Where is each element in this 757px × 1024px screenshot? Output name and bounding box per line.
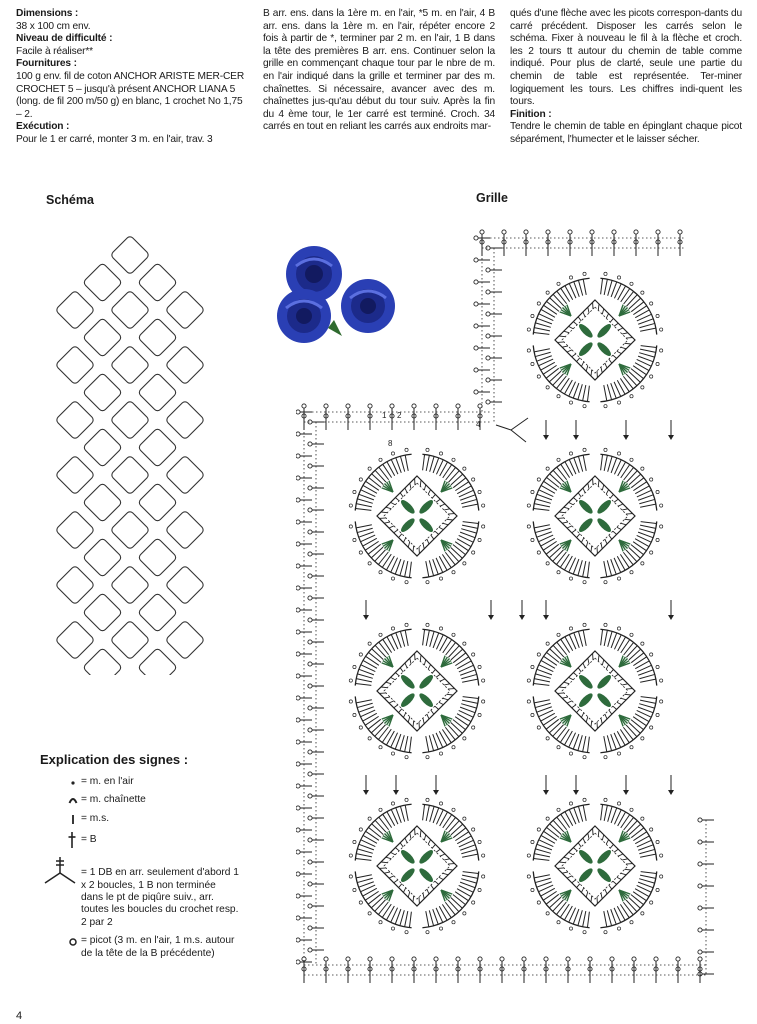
legend-item-text: = picot (3 m. en l'air, 1 m.s. autour de la tête de la B précédente) xyxy=(81,935,235,959)
picot-mark xyxy=(588,957,592,961)
dot-icon xyxy=(68,776,78,788)
schema-square xyxy=(138,318,178,358)
picot-mark xyxy=(324,957,328,961)
picot-mark xyxy=(308,596,312,600)
picot-mark xyxy=(296,960,300,964)
picot-mark xyxy=(698,957,702,961)
intro-column-1 xyxy=(16,8,248,147)
cross-icon xyxy=(66,831,78,849)
picot-mark xyxy=(412,404,416,408)
picot-mark xyxy=(502,230,506,234)
dimensions-value: 38 x 100 cm env. xyxy=(16,20,91,32)
picot-mark xyxy=(308,530,312,534)
picot-mark xyxy=(698,950,702,954)
picot-mark xyxy=(346,957,350,961)
picot-mark xyxy=(308,640,312,644)
schema-square xyxy=(110,455,150,495)
legend-item-text: = m.s. xyxy=(81,812,110,824)
picot-mark xyxy=(434,957,438,961)
picot-mark xyxy=(434,404,438,408)
finishing-text: Tendre le chemin de table en épinglant chaque picot séparément, l'humecter et le laisser sécher. xyxy=(510,121,742,145)
schema-diagram xyxy=(40,225,220,675)
picot-mark xyxy=(296,630,300,634)
picot-mark xyxy=(390,957,394,961)
schema-square xyxy=(138,263,178,303)
schema-square xyxy=(55,400,95,440)
legend-item-text: = B xyxy=(81,834,97,846)
picot-mark xyxy=(698,884,702,888)
picot-mark xyxy=(308,706,312,710)
picot-mark xyxy=(308,574,312,578)
picot-mark xyxy=(474,302,478,306)
picot-mark xyxy=(656,230,660,234)
picot-mark xyxy=(486,378,490,382)
picot-mark xyxy=(486,268,490,272)
schema-square xyxy=(83,318,123,358)
schema-square xyxy=(138,538,178,578)
picot-mark xyxy=(544,957,548,961)
picot-mark xyxy=(296,806,300,810)
picot-mark xyxy=(296,586,300,590)
schema-square xyxy=(83,483,123,523)
picot-mark xyxy=(296,872,300,876)
picot-mark xyxy=(308,860,312,864)
legend-item xyxy=(40,831,240,849)
picot-mark xyxy=(698,906,702,910)
picot-mark xyxy=(566,957,570,961)
round-number: 1 xyxy=(382,411,387,420)
picot-mark xyxy=(486,356,490,360)
picot-mark xyxy=(590,230,594,234)
schema-square xyxy=(55,565,95,605)
legend-item xyxy=(40,935,240,960)
crochet-square-motif xyxy=(349,798,485,934)
picot-mark xyxy=(296,520,300,524)
round-number: 4 xyxy=(476,420,481,429)
legend-item xyxy=(40,794,240,806)
picot-mark xyxy=(546,230,550,234)
instructions-continued-text: qués d'une flèche avec les picots correspon-dants du carré précédent. Disposer les carrés selon le schéma. Fixer à nouveau le fil à la flèche et croch. les 2 tours tt autour du chemin de table comme indiqué. Pour plus de clarté, seule une partie du chemin de table est représentée. Ter-miner logiquement les tours. Les chiffres indi-quent les tours. xyxy=(510,8,742,108)
picot-mark xyxy=(486,400,490,404)
schema-heading: Schéma xyxy=(46,193,94,207)
crochet-square-motif xyxy=(349,623,485,759)
picot-mark xyxy=(296,542,300,546)
picot-mark xyxy=(698,840,702,844)
picot-mark xyxy=(296,674,300,678)
picot-mark xyxy=(308,464,312,468)
legend-item-text: = 1 DB en arr. seulement d'abord 1 x 2 boucles, 1 B non terminée dans le pt de piqûre suiv., arr. toutes les boucles du crochet resp. 2 par 2 xyxy=(81,867,239,928)
picot-mark xyxy=(486,312,490,316)
picot-mark xyxy=(474,390,478,394)
picot-mark xyxy=(296,696,300,700)
picot-mark xyxy=(524,230,528,234)
picot-mark xyxy=(296,762,300,766)
legend-item-text: = m. en l'air xyxy=(81,776,134,787)
picot-mark xyxy=(308,486,312,490)
picot-mark xyxy=(308,684,312,688)
difficulty-value: Facile à réaliser** xyxy=(16,45,93,57)
picot-mark xyxy=(676,957,680,961)
picot-mark xyxy=(296,828,300,832)
schema-square xyxy=(55,345,95,385)
schema-square xyxy=(83,538,123,578)
picot-mark xyxy=(486,334,490,338)
schema-square xyxy=(138,373,178,413)
execution-text: Pour le 1 er carré, monter 3 m. en l'air, trav. 3 xyxy=(16,133,213,145)
picot-mark xyxy=(612,230,616,234)
finishing-label: Finition : xyxy=(510,108,552,120)
crochet-square-motif xyxy=(527,272,663,408)
picot-mark xyxy=(324,404,328,408)
picot-mark xyxy=(308,794,312,798)
schema-square xyxy=(138,428,178,468)
picot-mark xyxy=(308,838,312,842)
db-join-mark xyxy=(496,425,511,430)
crochet-square-motif xyxy=(349,448,485,584)
schema-square xyxy=(55,620,95,660)
picot-mark xyxy=(634,230,638,234)
picot-mark xyxy=(296,564,300,568)
schema-square xyxy=(83,263,123,303)
legend xyxy=(40,752,240,966)
picot-mark xyxy=(308,618,312,622)
schema-square xyxy=(165,345,205,385)
schema-square xyxy=(110,400,150,440)
picot-mark xyxy=(308,508,312,512)
schema-square xyxy=(138,593,178,633)
schema-square xyxy=(138,648,178,675)
picot-mark xyxy=(308,882,312,886)
schema-square xyxy=(165,565,205,605)
picot-mark xyxy=(456,404,460,408)
picot-mark xyxy=(480,230,484,234)
picot-mark xyxy=(486,290,490,294)
picot-mark xyxy=(308,442,312,446)
picot-mark xyxy=(296,608,300,612)
picot-mark xyxy=(368,957,372,961)
legend-title: Explication des signes : xyxy=(40,752,189,767)
picot-mark xyxy=(308,772,312,776)
picot-mark xyxy=(296,432,300,436)
schema-square xyxy=(165,400,205,440)
db-join-icon xyxy=(42,855,78,885)
picot-mark xyxy=(678,230,682,234)
picot-icon xyxy=(68,935,78,947)
picot-mark xyxy=(296,652,300,656)
intro-column-3 xyxy=(510,8,742,147)
picot-mark xyxy=(296,718,300,722)
picot-mark xyxy=(296,498,300,502)
picot-mark xyxy=(474,236,478,240)
picot-mark xyxy=(308,728,312,732)
schema-square xyxy=(55,455,95,495)
difficulty-label: Niveau de difficulté : xyxy=(16,33,113,45)
schema-square xyxy=(110,235,150,275)
picot-mark xyxy=(698,928,702,932)
picot-mark xyxy=(346,404,350,408)
schema-square xyxy=(110,345,150,385)
picot-mark xyxy=(296,784,300,788)
picot-mark xyxy=(474,346,478,350)
schema-square xyxy=(165,510,205,550)
schema-square xyxy=(165,620,205,660)
picot-mark xyxy=(632,957,636,961)
schema-square xyxy=(110,565,150,605)
crochet-square-motif xyxy=(527,798,663,934)
execution-label: Exécution : xyxy=(16,121,70,133)
picot-mark xyxy=(500,957,504,961)
picot-mark xyxy=(296,916,300,920)
picot-mark xyxy=(390,404,394,408)
schema-square xyxy=(83,428,123,468)
schema-square xyxy=(83,373,123,413)
picot-mark xyxy=(474,280,478,284)
picot-mark xyxy=(474,258,478,262)
picot-mark xyxy=(478,957,482,961)
schema-square xyxy=(165,290,205,330)
picot-mark xyxy=(296,938,300,942)
schema-square xyxy=(55,290,95,330)
schema-square xyxy=(110,290,150,330)
picot-mark xyxy=(308,904,312,908)
picot-mark xyxy=(478,404,482,408)
supplies-text: 100 g env. fil de coton ANCHOR ARISTE MER-CER CROCHET 5 – jusqu'à présent ANCHOR LIANA 5 (long. de fil 200 m/50 g) en blanc, 1 crochet No 1,75 – 2. xyxy=(16,70,245,120)
arc-icon xyxy=(68,794,78,806)
schema-square xyxy=(110,620,150,660)
schema-square xyxy=(138,483,178,523)
schema-square xyxy=(165,455,205,495)
bar-icon xyxy=(68,813,78,825)
picot-mark xyxy=(308,816,312,820)
picot-mark xyxy=(296,410,300,414)
supplies-label: Fournitures : xyxy=(16,58,77,70)
picot-mark xyxy=(568,230,572,234)
picot-mark xyxy=(654,957,658,961)
picot-mark xyxy=(698,862,702,866)
picot-mark xyxy=(474,368,478,372)
crochet-square-motif xyxy=(527,623,663,759)
intro-column-2 xyxy=(263,8,495,134)
legend-item xyxy=(40,855,240,929)
picot-mark xyxy=(296,850,300,854)
picot-mark xyxy=(308,750,312,754)
legend-item-text: = m. chaînette xyxy=(81,794,146,806)
legend-item xyxy=(40,813,240,825)
picot-mark xyxy=(368,404,372,408)
picot-mark xyxy=(610,957,614,961)
picot-mark xyxy=(522,957,526,961)
instructions-text: B arr. ens. dans la 1ère m. en l'air, *5 m. en l'air, 4 B arr. ens. dans la 1ère m. en l'air, répéter encore 2 fois à partir de *, terminer par 2 m. en l'air, 1 B dans la tête des premières B arr. ens. Continuer selon la grille en commençant chaque tour par le nbre de m. en l'air indiqué dans la grille et terminer par des m. chaînettes. Si nécessaire, avancer avec des m. chaînettes jus-qu'au début du tour suiv. Après la fin du 4 ème tour, le 1er carré est terminé. Croch. 34 carrés en tout en reliant les carrés aux endroits mar- xyxy=(263,8,495,133)
schema-square xyxy=(110,510,150,550)
picot-mark xyxy=(296,454,300,458)
crochet-chart xyxy=(296,220,716,990)
picot-mark xyxy=(308,948,312,952)
picot-mark xyxy=(456,957,460,961)
crochet-square-motif xyxy=(527,448,663,584)
legend-item xyxy=(40,776,240,788)
dimensions-label: Dimensions : xyxy=(16,8,79,19)
picot-mark xyxy=(308,552,312,556)
picot-mark xyxy=(296,740,300,744)
schema-square xyxy=(83,648,123,675)
picot-mark xyxy=(698,818,702,822)
page-number: 4 xyxy=(16,1010,23,1022)
picot-mark xyxy=(302,404,306,408)
picot-mark xyxy=(296,894,300,898)
picot-mark xyxy=(308,662,312,666)
picot-mark xyxy=(474,324,478,328)
round-number: 8 xyxy=(388,439,393,448)
picot-mark xyxy=(412,957,416,961)
schema-square xyxy=(83,593,123,633)
grille-heading: Grille xyxy=(476,191,508,205)
round-number: 2 xyxy=(397,411,402,420)
picot-mark xyxy=(296,476,300,480)
picot-mark xyxy=(308,926,312,930)
schema-square xyxy=(55,510,95,550)
